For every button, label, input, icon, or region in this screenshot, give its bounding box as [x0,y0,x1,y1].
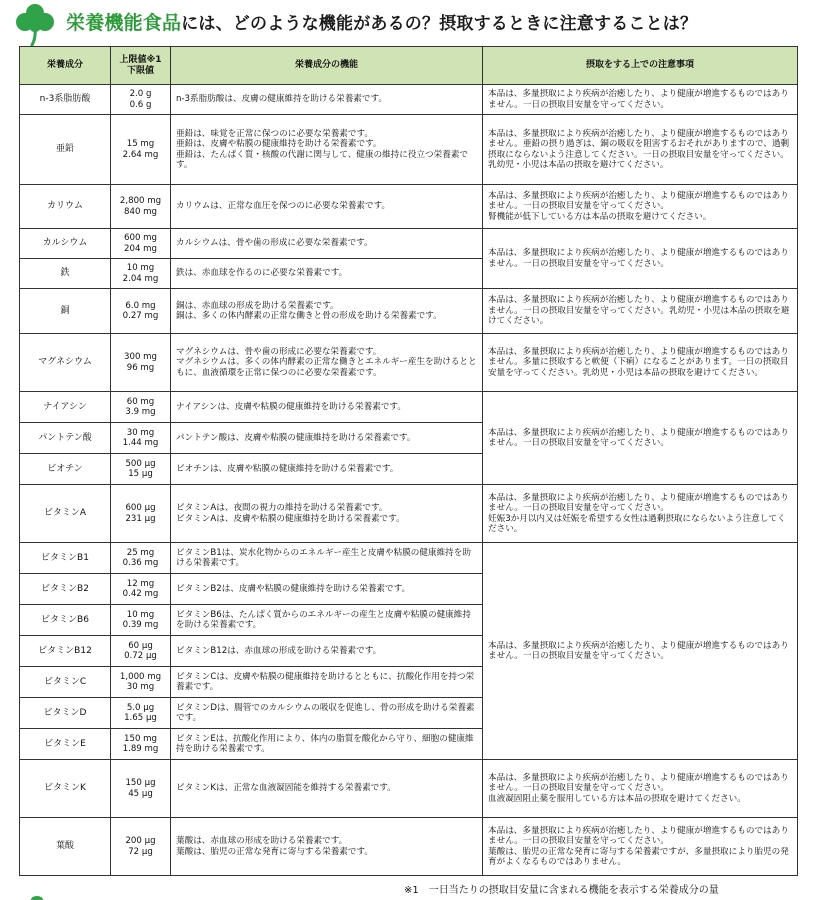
nutrient-name: n-3系脂肪酸 [20,85,111,115]
footnote: ※1 一日当たりの摂取目安量に含まれる機能を表示する栄養成分の量 [404,885,719,896]
limit-values: 10 mg 2.04 mg [111,259,171,289]
table-row [20,543,798,574]
limit-values: 2,800 mg 840 mg [111,185,171,229]
function-text: ビオチンは、皮膚や粘膜の健康維持を助ける栄養素です。 [171,454,483,485]
nutrient-name: ビタミンB12 [20,636,111,667]
limit-values: 600 μg 231 μg [111,485,171,543]
function-text: カリウムは、正常な血圧を保つのに必要な栄養素です。 [171,185,483,229]
caution-text: 本品は、多量摂取により疾病が治癒したり、より健康が増進するものではありません。一日の摂取目安量を守ってください。 葉酸は、胎児の正常な発育に寄与する栄養素ですが、多量摂取により胎児の発育がよくなるものではありません。 [483,818,798,876]
function-text: ビタミンAは、夜間の視力の維持を助ける栄養素です。 ビタミンAは、皮膚や粘膜の健康維持を助ける栄養素です。 [171,485,483,543]
caution-text: 本品は、多量摂取により疾病が治癒したり、より健康が増進するものではありません。多量に摂取すると軟便（下痢）になることがあります。一日の摂取目安量を守ってください。乳幼児・小児は本品の摂取を避けてください。 [483,334,798,392]
nutrient-name: 鉄 [20,259,111,289]
caution-text: 本品は、多量摂取により疾病が治癒したり、より健康が増進するものではありません。亜鉛の摂り過ぎは、銅の吸収を阻害するおそれがありますので、過剰摂取にならないよう注意してください。一日の摂取目安量を守ってください。乳幼児・小児は本品の摂取を避けてください。 [483,115,798,185]
function-text: 鉄は、赤血球を作るのに必要な栄養素です。 [171,259,483,289]
table-header-row [20,47,798,85]
col-header-nutrient: 栄養成分 [20,47,111,85]
limit-values: 15 mg 2.64 mg [111,115,171,185]
function-text: カルシウムは、骨や歯の形成に必要な栄養素です。 [171,229,483,259]
clover-icon [14,2,56,46]
col-header-caution: 摂取をする上での注意事項 [483,47,798,85]
caution-text: 本品は、多量摂取により疾病が治癒したり、より健康が増進するものではありません。一日の摂取目安量を守ってください。 腎機能が低下している方は本品の摂取を避けてください。 [483,185,798,229]
table-row [20,185,798,229]
col-header-limit: 上限値※1 下限値 [111,47,171,85]
nutrient-name: ビタミンB2 [20,574,111,605]
function-text: パントテン酸は、皮膚や粘膜の健康維持を助ける栄養素です。 [171,423,483,454]
limit-values: 2.0 g 0.6 g [111,85,171,115]
title-highlight: 栄養機能食品 [66,12,182,34]
nutrient-name: ビタミンC [20,667,111,698]
caution-text: 本品は、多量摂取により疾病が治癒したり、より健康が増進するものではありません。一日の摂取目安量を守ってください。 [483,229,798,289]
function-text: 銅は、赤血球の形成を助ける栄養素です。 銅は、多くの体内酵素の正常な働きと骨の形成を助ける栄養素です。 [171,289,483,334]
limit-values: 500 μg 15 μg [111,454,171,485]
nutrient-name: 葉酸 [20,818,111,876]
page-header [0,0,836,44]
nutrient-name: カルシウム [20,229,111,259]
table-row [20,334,798,392]
leaf-icon [30,893,44,900]
function-text: マグネシウムは、骨や歯の形成に必要な栄養素です。 マグネシウムは、多くの体内酵素の正常な働きとエネルギー産生を助けるとともに、血液循環を正常に保つのに必要な栄養素です。 [171,334,483,392]
limit-values: 600 mg 204 mg [111,229,171,259]
limit-values: 60 mg 3.9 mg [111,392,171,423]
limit-values: 1,000 mg 30 mg [111,667,171,698]
nutrient-name: カリウム [20,185,111,229]
title-question: には、どのような機能があるの？摂取するときに注意することは？ [181,14,698,34]
nutrient-name: ナイアシン [20,392,111,423]
nutrient-name: ビオチン [20,454,111,485]
limit-values: 5.0 μg 1.65 μg [111,698,171,729]
function-text: ビタミンDは、腸管でのカルシウムの吸収を促進し、骨の形成を助ける栄養素です。 [171,698,483,729]
limit-values: 150 mg 1.89 mg [111,729,171,760]
nutrient-name: ビタミンE [20,729,111,760]
limit-values: 6.0 mg 0.27 mg [111,289,171,334]
function-text: ビタミンB1は、炭水化物からのエネルギー産生と皮膚や粘膜の健康維持を助ける栄養素です。 [171,543,483,574]
function-text: ビタミンEは、抗酸化作用により、体内の脂質を酸化から守り、細胞の健康維持を助ける栄養素です。 [171,729,483,760]
nutrient-name: ビタミンB1 [20,543,111,574]
col-header-function: 栄養成分の機能 [171,47,483,85]
limit-values: 200 μg 72 μg [111,818,171,876]
limit-values: 60 μg 0.72 μg [111,636,171,667]
nutrient-name: ビタミンB6 [20,605,111,636]
table-row [20,485,798,543]
limit-values: 12 mg 0.42 mg [111,574,171,605]
limit-values: 150 μg 45 μg [111,760,171,818]
limit-values: 25 mg 0.36 mg [111,543,171,574]
function-text: n-3系脂肪酸は、皮膚の健康維持を助ける栄養素です。 [171,85,483,115]
function-text: 亜鉛は、味覚を正常に保つのに必要な栄養素です。 亜鉛は、皮膚や粘膜の健康維持を助ける栄養素です。 亜鉛は、たんぱく質・核酸の代謝に関与して、健康の維持に役立つ栄養素です。 [171,115,483,185]
function-text: ビタミンB6は、たんぱく質からのエネルギーの産生と皮膚や粘膜の健康維持を助ける栄養素です。 [171,605,483,636]
nutrient-name: 亜鉛 [20,115,111,185]
table-row [20,818,798,876]
nutrient-name: 銅 [20,289,111,334]
function-text: ビタミンCは、皮膚や粘膜の健康維持を助けるとともに、抗酸化作用を持つ栄養素です。 [171,667,483,698]
caution-text: 本品は、多量摂取により疾病が治癒したり、より健康が増進するものではありません。一日の摂取目安量を守ってください。 [483,543,798,760]
limit-values: 300 mg 96 mg [111,334,171,392]
function-text: 葉酸は、赤血球の形成を助ける栄養素です。 葉酸は、胎児の正常な発育に寄与する栄養素です。 [171,818,483,876]
nutrient-name: マグネシウム [20,334,111,392]
caution-text: 本品は、多量摂取により疾病が治癒したり、より健康が増進するものではありません。一日の摂取目安量を守ってください。 血液凝固阻止薬を服用している方は本品の摂取を避けてください。 [483,760,798,818]
limit-values: 30 mg 1.44 mg [111,423,171,454]
table-row [20,115,798,185]
nutrient-name: パントテン酸 [20,423,111,454]
nutrient-name: ビタミンA [20,485,111,543]
caution-text: 本品は、多量摂取により疾病が治癒したり、より健康が増進するものではありません。一日の摂取目安量を守ってください。 妊娠3か月以内又は妊娠を希望する女性は過剰摂取にならないよう注意してください。 [483,485,798,543]
function-text: ビタミンB2は、皮膚や粘膜の健康維持を助ける栄養素です。 [171,574,483,605]
table-row [20,289,798,334]
function-text: ナイアシンは、皮膚や粘膜の健康維持を助ける栄養素です。 [171,392,483,423]
page-title [66,8,697,35]
limit-values: 10 mg 0.39 mg [111,605,171,636]
caution-text: 本品は、多量摂取により疾病が治癒したり、より健康が増進するものではありません。一日の摂取目安量を守ってください。 [483,392,798,485]
caution-text: 本品は、多量摂取により疾病が治癒したり、より健康が増進するものではありません。一日の摂取目安量を守ってください。 [483,85,798,115]
nutrient-name: ビタミンK [20,760,111,818]
table-row [20,392,798,423]
table-row [20,760,798,818]
table-row [20,229,798,259]
function-text: ビタミンKは、正常な血液凝固能を維持する栄養素です。 [171,760,483,818]
function-text: ビタミンB12は、赤血球の形成を助ける栄養素です。 [171,636,483,667]
nutrient-name: ビタミンD [20,698,111,729]
nutrient-table [19,46,798,876]
caution-text: 本品は、多量摂取により疾病が治癒したり、より健康が増進するものではありません。一日の摂取目安量を守ってください。乳幼児・小児は本品の摂取を避けてください。 [483,289,798,334]
table-row [20,85,798,115]
